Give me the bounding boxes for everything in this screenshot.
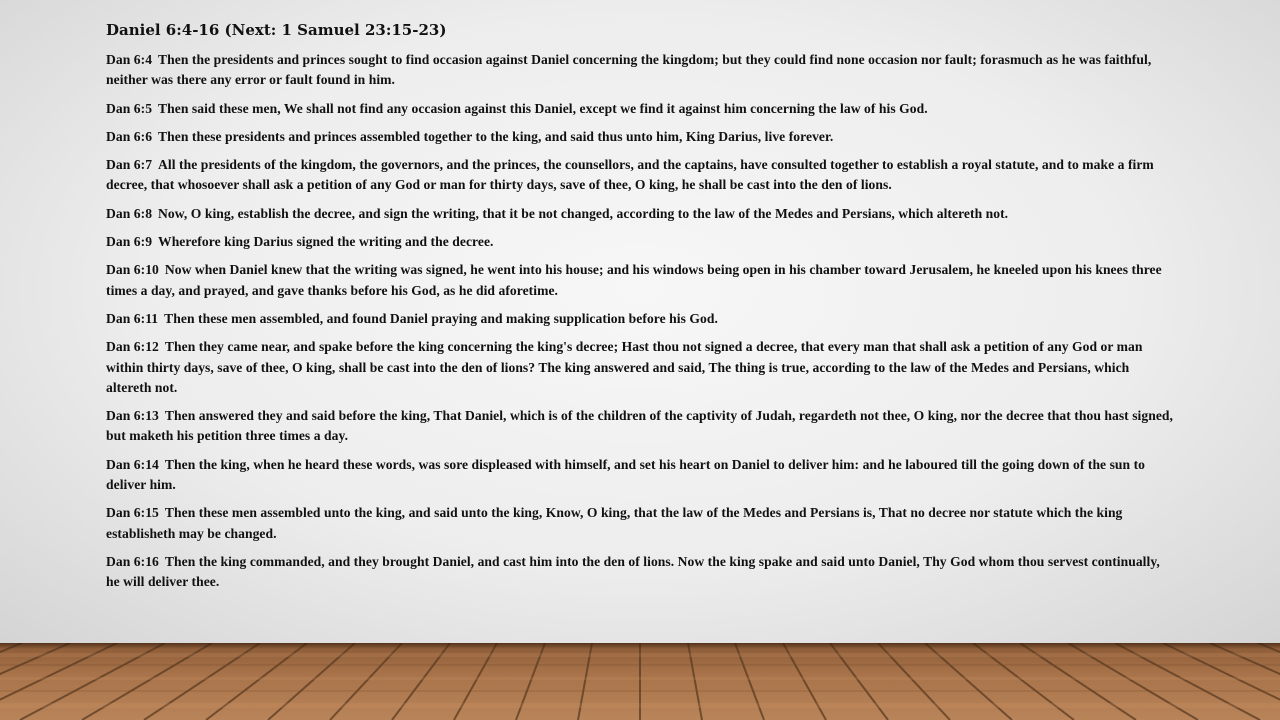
verse-reference: Dan 6:6 [106,128,153,144]
verse-text: Then the king commanded, and they brought Daniel, and cast him into the den of lions. Now the king spake and said unto Daniel, Thy God whom thou servest continually, he will deliver thee. [106,553,1160,590]
verse-text: Then the presidents and princes sought to find occasion against Daniel concerning the kingdom; but they could find none occasion nor fault; forasmuch as he was faithful, neither was there any error or fault found in him. [106,52,1152,88]
verse-paragraph [106,260,1176,301]
verse-paragraph [106,503,1176,544]
floor-shadow [0,643,1280,649]
verse-text: Then these men assembled unto the king, and said unto the king, Know, O king, that the law of the Medes and Persians is, That no decree nor statute which the king establisheth may be changed. [106,505,1123,541]
verse-reference: Dan 6:10 [106,262,159,278]
verse-paragraph [106,99,1176,119]
verse-paragraph [106,204,1176,224]
verse-paragraph [106,455,1176,496]
verse-text: Then these men assembled, and found Daniel praying and making supplication before his God. [164,310,718,326]
slide-content [106,20,1176,601]
verse-text: Wherefore king Darius signed the writing and the decree. [158,234,494,250]
verse-text: Now, O king, establish the decree, and sign the writing, that it be not changed, according to the law of the Medes and Persians, which altereth not. [158,205,1009,221]
verse-reference: Dan 6:8 [106,205,153,221]
verse-reference: Dan 6:14 [106,456,159,472]
verse-text: All the presidents of the kingdom, the governors, and the princes, the counsellors, and the captains, have consulted together to establish a royal statute, and to make a firm decree, that whosoever shall ask a petition of any God or man for thirty days, save of thee, O king, he shall be cast into the den of lions. [106,157,1154,193]
verse-paragraph [106,406,1176,447]
verse-reference: Dan 6:12 [106,339,159,355]
verse-text: Then they came near, and spake before the king concerning the king's decree; Hast thou not signed a decree, that every man that shall ask a petition of any God or man within thirty days, save of thee, O king, shall be cast into the den of lions? The king answered and said, The thing is true, according to the law of the Medes and Persians, which altereth not. [106,339,1143,395]
verse-text: Then these presidents and princes assembled together to the king, and said thus unto him, King Darius, live forever. [158,128,834,144]
wood-floor-image [0,643,1280,720]
verse-text: Then the king, when he heard these words, was sore displeased with himself, and set his heart on Daniel to deliver him: and he laboured till the going down of the sun to deliver him. [106,456,1146,493]
verse-reference: Dan 6:4 [106,52,153,67]
verse-text: Then said these men, We shall not find any occasion against this Daniel, except we find it against him concerning the law of his God. [158,100,928,116]
verse-paragraph [106,309,1176,329]
verse-paragraph [106,337,1176,398]
verse-reference: Dan 6:7 [106,157,153,173]
verse-paragraph [106,50,1176,91]
verse-reference: Dan 6:5 [106,100,153,116]
verse-paragraph [106,127,1176,147]
verse-text: Now when Daniel knew that the writing was signed, he went into his house; and his windows being open in his chamber toward Jerusalem, he kneeled upon his knees three times a day, and prayed, and gave thanks before his God, as he did aforetime. [106,262,1162,298]
verse-reference: Dan 6:13 [106,408,159,424]
wood-planks [0,643,1280,720]
verse-reference: Dan 6:9 [106,234,153,250]
verse-reference: Dan 6:15 [106,505,159,521]
verse-list [106,50,1176,593]
slide-title: Daniel 6:4-16 (Next: 1 Samuel 23:15-23) [106,21,447,39]
verse-paragraph [106,232,1176,252]
verse-reference: Dan 6:16 [106,553,159,569]
verse-paragraph [106,155,1176,196]
verse-reference: Dan 6:11 [106,310,159,326]
verse-paragraph [106,552,1176,593]
verse-text: Then answered they and said before the king, That Daniel, which is of the children of the captivity of Judah, regardeth not thee, O king, nor the decree that thou hast signed, but maketh his petition three times a day. [106,408,1173,444]
